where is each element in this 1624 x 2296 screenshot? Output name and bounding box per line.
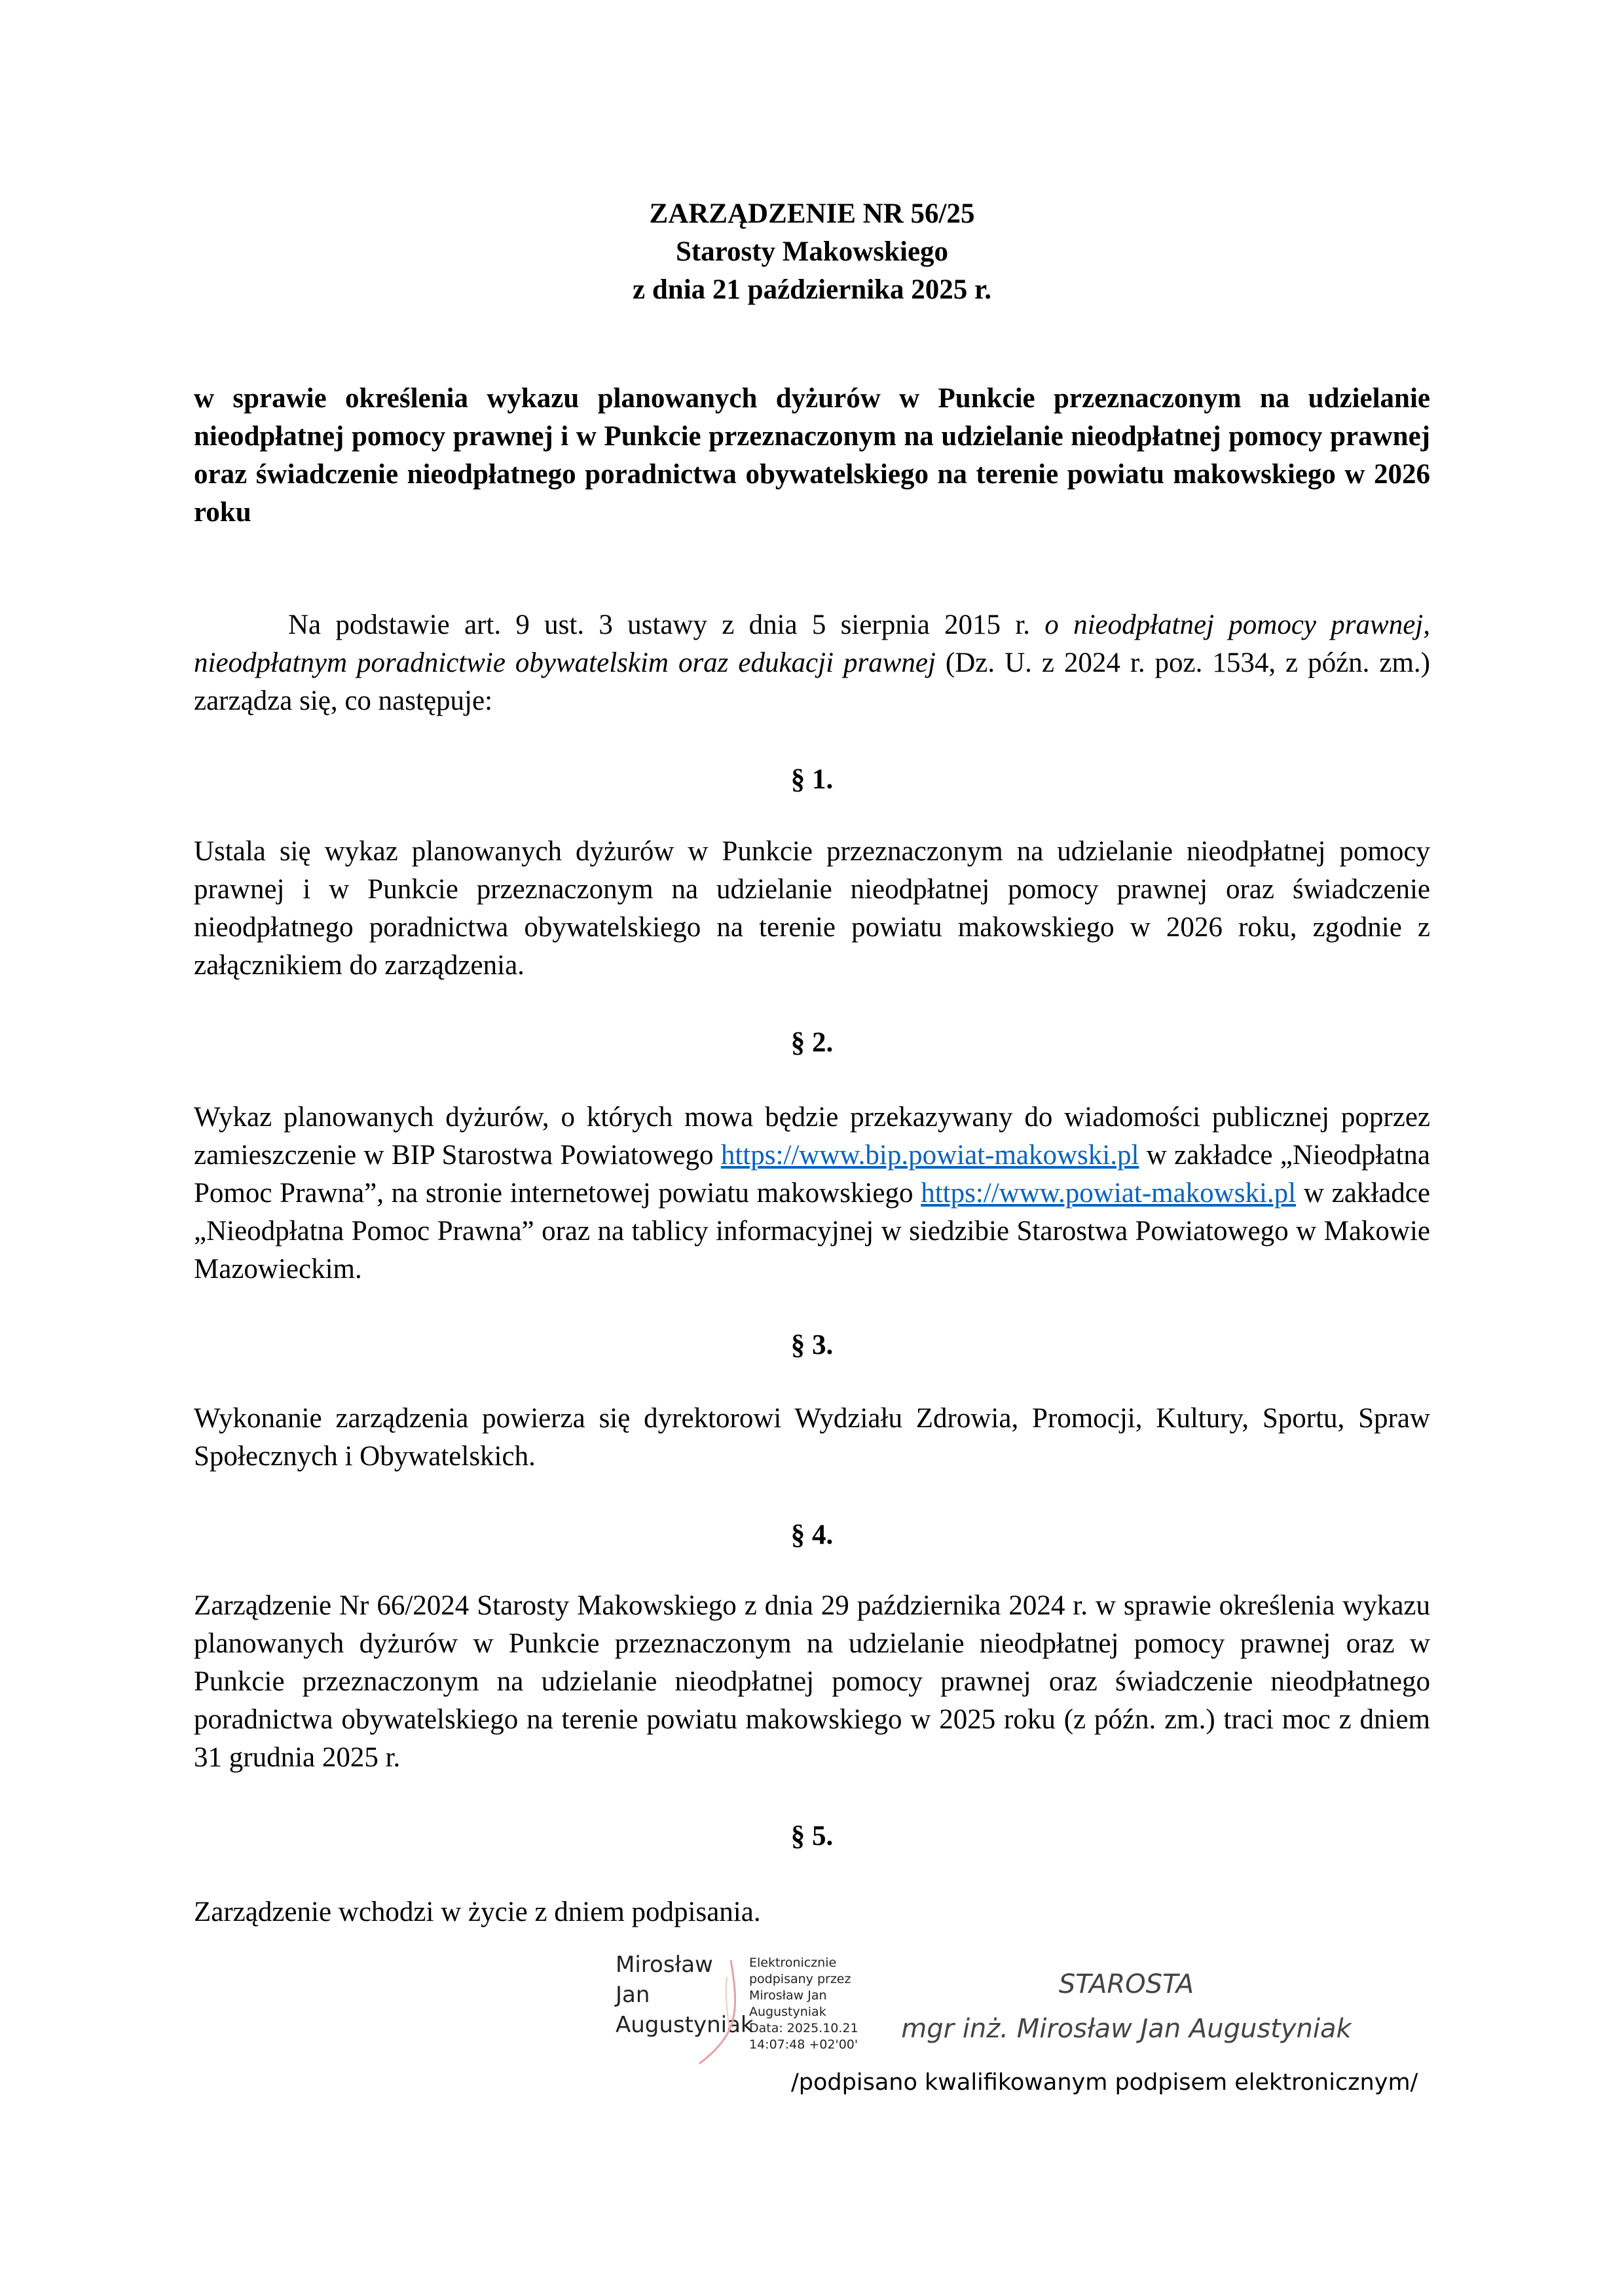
order-issuer: Starosty Makowskiego	[675, 236, 949, 267]
order-title: ZARZĄDZENIE NR 56/25	[649, 198, 975, 229]
legal-basis-tail: (Dz. U. z 2024 r. poz. 1534, z późn. zm.) zarządza się, co następuje:	[194, 647, 1431, 716]
bip-link[interactable]: https://www.bip.powiat-makowski.pl	[720, 1140, 1139, 1171]
legal-basis	[194, 606, 1430, 720]
signatory-title: STAROSTA	[1058, 1969, 1194, 1999]
signature-mark-icon	[690, 1958, 749, 2069]
section-4-label: § 4.	[790, 1520, 834, 1550]
order-date: z dnia 21 października 2025 r.	[633, 274, 991, 305]
act-title: o nieodpłatnej pomocy prawnej, nieodpłatnym poradnictwie obywatelskim oraz edukacji prawnej	[194, 610, 1430, 678]
section-1-text: Ustala się wykaz planowanych dyżurów w Punkcie przeznaczonym na udzielanie nieodpłatnej pomocy prawnej i w Punkcie przeznaczonym na udzielanie nieodpłatnej pomocy prawnej oraz świadczenie nieodpłatnego poradnictwa obywatelskiego na terenie powiatu makowskiego w 2026 roku, zgodnie z załącznikiem do zarządzenia.	[194, 836, 1430, 981]
signature-details: Elektronicznie podpisany przez Mirosław Jan Augustyniak Data: 2025.10.21 14:07:48 +02'00'	[749, 1956, 858, 2052]
website-link[interactable]: https://www.powiat-makowski.pl	[921, 1178, 1297, 1209]
section-3-label: § 3.	[790, 1330, 834, 1360]
signatory-name: mgr inż. Mirosław Jan Augustyniak	[901, 2014, 1352, 2044]
signature-note: /podpisano kwalifikowanym podpisem elektronicznym/	[791, 2069, 1418, 2096]
section-2-label: § 2.	[790, 1027, 834, 1058]
order-subject: w sprawie określenia wykazu planowanych dyżurów w Punkcie przeznaczonym na udzielanie nieodpłatnej pomocy prawnej i w Punkcie przeznaczonym na udzielanie nieodpłatnej pomocy prawnej oraz świadczenie nieodpłatnego poradnictwa obywatelskiego na terenie powiatu makowskiego w 2026 roku	[194, 383, 1430, 528]
section-4-text: Zarządzenie Nr 66/2024 Starosty Makowskiego z dnia 29 października 2024 r. w sprawie określenia wykazu planowanych dyżurów w Punkcie przeznaczonym na udzielanie nieodpłatnej pomocy prawnej oraz w Punkcie przeznaczonym na udzielanie nieodpłatnej pomocy prawnej oraz świadczenie nieodpłatnego poradnictwa obywatelskiego na terenie powiatu makowskiego w 2025 roku (z późn. zm.) traci moc z dniem 31 grudnia 2025 r.	[194, 1590, 1430, 1773]
signature-stroke-light	[726, 1977, 729, 2030]
section-3-text: Wykonanie zarządzenia powierza się dyrektorowi Wydziału Zdrowia, Promocji, Kultury, Sportu, Spraw Społecznych i Obywatelskich.	[194, 1403, 1430, 1472]
signature-stroke	[699, 1960, 735, 2064]
section-1-label: § 1.	[790, 764, 834, 795]
section-5-text: Zarządzenie wchodzi w życie z dniem podpisania.	[194, 1897, 761, 1927]
signature-name: Mirosław Jan Augustyniak	[616, 1952, 754, 2038]
section-2-text: Wykaz planowanych dyżurów, o których mowa będzie przekazywany do wiadomości publicznej poprzez zamieszczenie w BIP Starostwa Powiatowego https://www.bip.powiat-makowski.pl w zakładce „Nieodpłatna Pomoc Prawna”, na stronie internetowej powiatu makowskiego https://www.powiat-makowski.pl w zakładce „Nieodpłatna Pomoc Prawna” oraz na tablicy informacyjnej w siedzibie Starostwa Powiatowego w Makowie Mazowieckim.	[194, 1102, 1430, 1285]
section-5-label: § 5.	[790, 1821, 834, 1851]
legal-basis-lead: Na podstawie art. 9 ust. 3 ustawy z dnia 5 sierpnia 2015 r.	[288, 610, 1045, 640]
